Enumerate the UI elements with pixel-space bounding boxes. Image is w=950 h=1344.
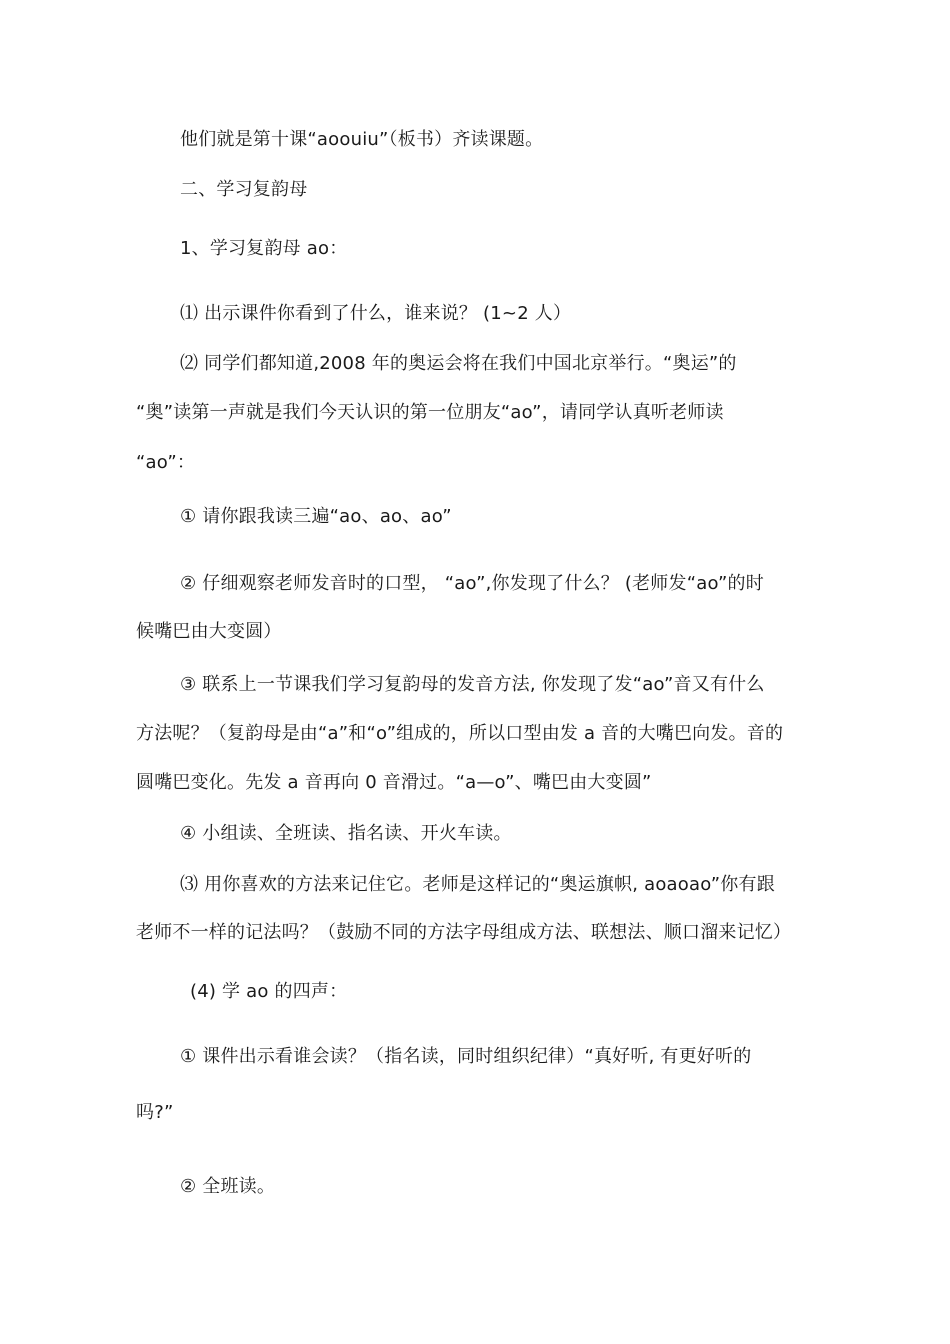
item-who-can-read-line-2: 吗?” bbox=[136, 1102, 174, 1123]
item-pronunciation-method-line-3: 圆嘴巴变化。先发 a 音再向 0 音滑过。“a—o”、嘴巴由大变圆” bbox=[136, 772, 652, 793]
item-who-can-read-line-1: ① 课件出示看谁会读？（指名读，同时组织纪律）“真好听, 有更好听的 bbox=[180, 1046, 752, 1067]
step-4-four-tones: (4) 学 ao 的四声： bbox=[190, 981, 348, 1002]
item-reading-activities: ④ 小组读、全班读、指名读、开火车读。 bbox=[180, 823, 512, 844]
item-pronunciation-method-line-2: 方法呢？（复韵母是由“a”和“o”组成的，所以口型由发 a 音的大嘴巴向发。音的 bbox=[136, 723, 784, 744]
item-whole-class-read: ② 全班读。 bbox=[180, 1176, 276, 1197]
step-3-memorize-line-1: ⑶ 用你喜欢的方法来记住它。老师是这样记的“奥运旗帜, aoaoao”你有跟 bbox=[180, 874, 775, 895]
item-observe-mouth-line-2: 候嘴巴由大变圆） bbox=[136, 621, 282, 642]
step-2-olympics-line-3: “ao”： bbox=[136, 452, 196, 473]
step-2-olympics-line-2: “奥”读第一声就是我们今天认识的第一位朋友“ao”，请同学认真听老师读 bbox=[136, 402, 724, 423]
item-observe-mouth-line-1: ② 仔细观察老师发音时的口型， “ao”,你发现了什么？ (老师发“ao”的时 bbox=[180, 573, 764, 594]
subsection-heading-ao: 1、学习复韵母 ao： bbox=[180, 238, 348, 259]
item-pronunciation-method-line-1: ③ 联系上一节课我们学习复韵母的发音方法, 你发现了发“ao”音又有什么 bbox=[180, 674, 765, 695]
step-1-show-courseware: ⑴ 出示课件你看到了什么，谁来说？ (1~2 人） bbox=[180, 303, 572, 324]
section-heading-learn-finals: 二、学习复韵母 bbox=[180, 179, 308, 200]
step-2-olympics-line-1: ⑵ 同学们都知道,2008 年的奥运会将在我们中国北京举行。“奥运”的 bbox=[180, 353, 737, 374]
paragraph-lesson-title: 他们就是第十课“aoouiu”（板书）齐读课题。 bbox=[180, 129, 544, 150]
step-3-memorize-line-2: 老师不一样的记法吗？（鼓励不同的方法字母组成方法、联想法、顺口溜来记忆） bbox=[136, 922, 792, 943]
item-read-three-times: ① 请你跟我读三遍“ao、ao、ao” bbox=[180, 506, 452, 527]
